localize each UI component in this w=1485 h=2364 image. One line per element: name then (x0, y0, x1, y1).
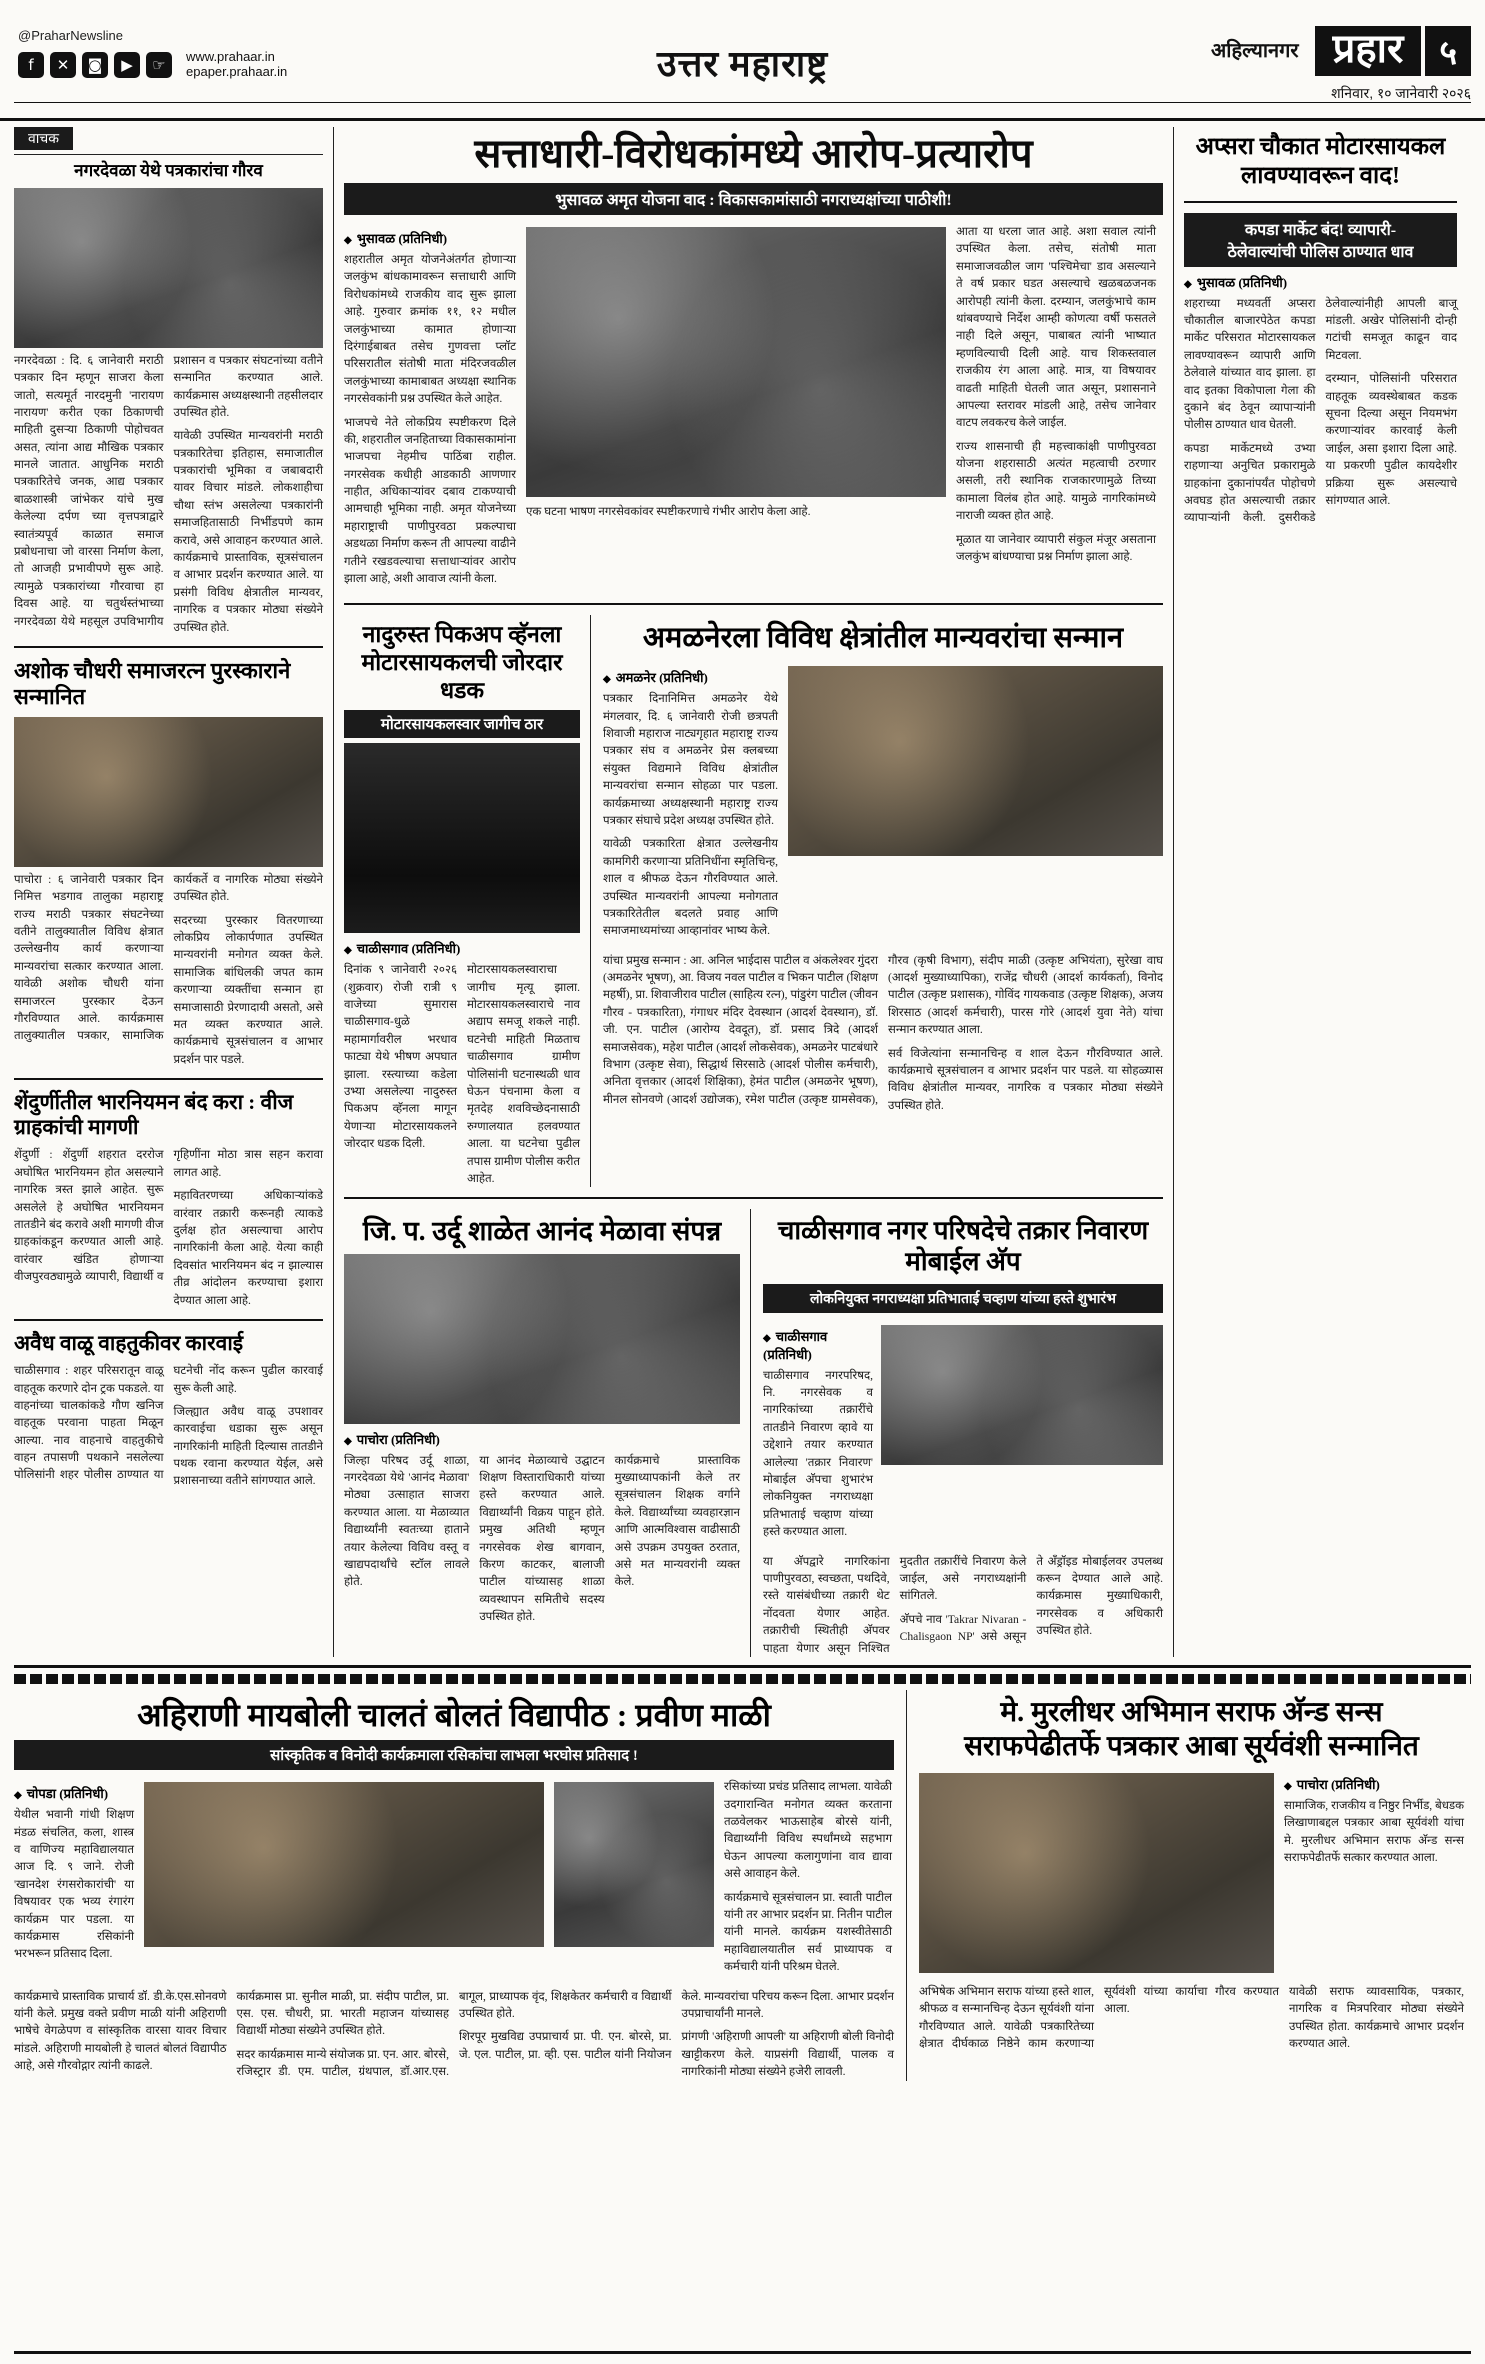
ahirani-body (14, 1988, 894, 2081)
paragraph: एक घटना भाषण नगरसेवकांवर स्पष्टीकरणाचे गंभीर आरोप केला आहे. (526, 505, 811, 518)
amalner-photo (788, 666, 1163, 856)
saraf-photo (919, 1773, 1274, 1973)
story-ahirani (14, 1690, 907, 2081)
headline-saraf (919, 1696, 1464, 1763)
paragraph: शहराच्या मध्यवर्ती अप्सरा चौकातील बाजारपेठेत कपडा मार्केट परिसरात मोटारसायकल लावण्यावरून व्यापारी आणि ठेलेवाले यांच्यात वाद झाला. हा वाद इतका विकोपाला गेला की दुकाने बंद ठेवून व्यापाऱ्यांनी पोलीस ठाण्यात धाव घेतली. (1184, 296, 1316, 432)
byline: ◆ भुसावळ (प्रतिनिधी) (344, 229, 516, 247)
social-handle: @PraharNewsline (18, 28, 123, 43)
paragraph: जिल्हा परिषद उर्दू शाळा, नगरदेवळा येथे 'आनंद मेळावा' मोठ्या उत्साहात साजरा करण्यात आला. या मेळाव्यात विद्यार्थ्यांनी स्वतःच्या हाताने तयार केलेल्या विविध वस्तू व खाद्यपदार्थांचे स्टॉल लावले होते. (344, 1453, 470, 1589)
saraf-head-line2: सराफपेढीतर्फे पत्रकार आबा सूर्यवंशी सन्मानित (964, 1730, 1419, 1762)
paragraph: सर्व विजेत्यांना सन्मानचिन्ह व शाल देऊन गौरविण्यात आले. कार्यक्रमाचे सूत्रसंचालन व आभार प्रदर्शन पार पडले. या सोहळ्यास विविध क्षेत्रांतील मान्यवर, नागरिक व पत्रकार मोठ्या संख्येने उपस्थित होते. (888, 1046, 1163, 1112)
accident-photo (344, 743, 580, 933)
headline-grievance-app: चाळीसगाव नगर परिषदेचे तक्रार निवारण मोबाईल अ‍ॅप (777, 1216, 1149, 1277)
paragraph: पाचोरा : ६ जानेवारी पत्रकार दिन निमित्त भडगाव तालुका महाराष्ट्र राज्य मराठी पत्रकार संघटनेच्या वतीने तालुक्यातील विविध क्षेत्रात उल्लेखनीय कार्य करणाऱ्या मान्यवरांचा सत्कार करण्यात आला. यावेळी अशोक चौधरी यांना समाजरत्न पुरस्कार देऊन गौरविण्यात आले. कार्यक्रमास तालुक्यातील पत्रकार, सामाजिक कार्यकर्ते व नागरिक मोठ्या संख्येने उपस्थित होते. (14, 872, 323, 1043)
headline-apsara-chowk: अप्सरा चौकात मोटारसायकल लावण्यावरून वाद! (1195, 134, 1446, 189)
paragraph: मूळात या जानेवार व्यापारी संकुल मंजूर असताना जलकुंभ बांधण्याचा प्रश्न निर्माण झाला आहे. (956, 532, 1156, 564)
facebook-icon[interactable]: f (18, 52, 44, 78)
column-center (334, 127, 1174, 1657)
publication-date: शनिवार, १० जानेवारी २०२६ (1331, 85, 1471, 101)
paragraph: यावेळी उपस्थित मान्यवरांनी मराठी पत्रकारितेचा इतिहास, समाजातील पत्रकारांची भूमिका व जबाबदारी यावर विचार मांडले. लोकशाहीचा चौथा स्तंभ असलेल्या पत्रकारांनी समाजहितासाठी निर्भीडपणे काम करावे, असे आवाहन करण्यात आले. कार्यक्रमाचे प्रास्ताविक, सूत्रसंचालन व आभार प्रदर्शन करण्यात आले. या प्रसंगी विविध क्षेत्रातील मान्यवर, नागरिक व पत्रकार मोठ्या संख्येने उपस्थित होते. (173, 429, 323, 634)
masthead (0, 0, 1485, 121)
paragraph: या आनंद मेळाव्याचे उद्घाटन शिक्षण विस्ताराधिकारी यांच्या हस्ते करण्यात आले. विद्यार्थ्यांनी विक्रय पाहून होते. प्रमुख अतिथी म्हणून नगरसेवक शेख बागवान, किरण काटकर, बालाजी पाटील यांच्यासह शाळा व्यवस्थापन समितीचे सदस्य उपस्थित होते. (479, 1453, 605, 1624)
story-body-3 (14, 1146, 323, 1309)
divider (14, 646, 323, 648)
paragraph: सदर कार्यक्रमास मान्ये संयोजक प्रा. एन. आर. बोरसे, रजिस्ट्रार डी. एम. पाटील, ग्रंथपाल, डॉ.आर.एस. बागूल, प्राध्यापक वृंद, शिक्षकेतर कर्मचारी व विद्यार्थी उपस्थित होते. (236, 1989, 672, 2079)
paragraph: शहरातील अमृत योजनेअंतर्गत होणाऱ्या जलकुंभ बांधकामावरून सत्ताधारी आणि विरोधकांमध्ये राजकीय वाद सुरू झाला आहे. गुरुवार क्रमांक ११, १२ मधील जलकुंभाच्या कामात होणाऱ्या दिरंगाईबाबत तसेच गुणवत्ता प्लॉट परिसरातील संतोषी माता मंदिरजवळील जलकुंभाच्या कामाबाबत अध्यक्षा स्थानिक नगरसेवकांनी प्रश्न उपस्थित केले आहेत. (344, 253, 516, 406)
headline-ahirani: अहिराणी मायबोली चालतं बोलतं विद्यापीठ : प्रवीण माळी (137, 1696, 771, 1733)
paragraph: मोटारसायकलस्वाराचा जागीच मृत्यू झाला. मोटारसायकलस्वाराचे नाव अद्याप समजू शकले नाही. घटनेची माहिती मिळताच चाळीसगाव ग्रामीण पोलिसांनी घटनास्थळी धाव घेऊन पंचनामा केला व मृतदेह शवविच्छेदनासाठी रुग्णालयात हलवण्यात आला. या घटनेचा पुढील तपास ग्रामीण पोलीस करीत आहेत. (467, 963, 580, 1185)
byline: ◆ अमळनेर (प्रतिनिधी) (603, 668, 778, 686)
page-body (0, 121, 1485, 2081)
divider (1184, 201, 1457, 203)
paragraph: नगरदेवळा : दि. ६ जानेवारी मराठी पत्रकार दिन म्हणून साजरा केला जातो, सत्यमूर्त नारदमुनी 'नारायण नारायण' करीत एका ठिकाणची माहिती दुसऱ्या ठिकाणी पोहोचवत असत, त्यांना आद्य मौखिक पत्रकार मानले जातात. आधुनिक मराठी पत्रकारितेचे जनक, आद्य पत्रकार बाळशास्त्री जांभेकर यांचे मुख केलेल्या दर्पण च्या वृत्तपत्राद्वारे स्वातंत्र्यपूर्व काळात समाज प्रबोधनाचा जो वारसा निर्माण केला, तो आजही प्रभावीपणे सुरू आहे. त्यामुळे पत्रकारांच्या गौरवाचा हा दिवस आहे. या चतुर्थस्तंभाच्या नगरदेवळा येथे महसूल उपविभागीय प्रशासन व पत्रकार संघटनांच्या वतीने सन्मानित करण्यात आले. कार्यक्रमास अध्यक्षस्थानी तहसीलदार उपस्थित होते. (14, 353, 323, 628)
paragraph: महावितरणच्या अधिकाऱ्यांकडे वारंवार तक्रारी करूनही त्याकडे दुर्लक्ष होत असल्याचा आरोप नागरिकांनी केला आहे. येत्या काही दिवसांत भारनियमन बंद न झाल्यास तीव्र आंदोलन करण्याचा इशारा देण्यात आला आहे. (173, 1189, 323, 1307)
grievance-subheadline: लोकनियुक्त नगराध्यक्षा प्रतिभाताई चव्हाण यांच्या हस्ते शुभारंभ (763, 1284, 1163, 1313)
paragraph: अ‍ॅपचे नाव 'Takrar Nivaran - Chalisgaon NP' असे असून ते अँड्रॉइड मोबाईलवर उपलब्ध करून देण्यात आले आहे. कार्यक्रमास मुख्याधिकारी, नगरसेवक व अधिकारी उपस्थित होते. (899, 1554, 1163, 1644)
headline-ashok-chaudhari: अशोक चौधरी समाजरत्न पुरस्काराने सन्मानित (14, 657, 291, 710)
paragraph: दरम्यान, पोलिसांनी परिसरात वाहतूक व्यवस्थेबाबत कडक सूचना दिल्या असून नियमभंग करणाऱ्यांवर कारवाई केली जाईल, असा इशारा दिला आहे. या प्रकरणी पुढील कायदेशीर प्रक्रिया सुरू असल्याचे सांगण्यात आले. (1325, 372, 1457, 507)
paragraph: प्रांगणी 'अहिराणी आपली' या अहिराणी बोली विनोदी खाट्टीकरण केले. याप्रसंगी विद्यार्थी, पालक व नागरिकांनी मोठ्या संख्येने हजेरी लावली. (681, 2030, 894, 2079)
paragraph: भाजपचे नेते लोकप्रिय स्पष्टीकरण दिले की, शहरातील जनहिताच्या विकासकामांना भाजपचा नेहमीच पाठिंबा राहील. नगरसेवक कधीही आडकाठी आणणार नाहीत, अधिकाऱ्यांवर दबाव टाकण्याची आमचाही भूमिका नाही. अमृत योजनेच्या महाराष्ट्राची पाणीपुरवठा प्रकल्पाचा अडथळा निर्माण करून ती आपल्या वाढीने गतीने रखडवल्याचा सत्ताधाऱ्यांवर आरोप झाला आहे, अशी आवाज त्यांनी केला. (344, 415, 516, 586)
main-columns (14, 127, 1471, 1657)
headline-pickup-accident: नादुरुस्त पिकअप व्हॅनला मोटारसायकलची जोरदार धडक (361, 622, 563, 703)
epaper-url[interactable]: epaper.prahaar.in (186, 63, 288, 79)
brand-logo: प्रहार (1315, 26, 1422, 76)
paragraph: कपडा मार्केटमध्ये उभ्या राहणाऱ्या अनुचित प्रकारामुळे ग्राहकांना दुकानांपर्यंत पोहोचणे अवघड होत असल्याची तक्रार व्यापाऱ्यांनी केली. दुसरीकडे ठेलेवाल्यांनीही आपली बाजू मांडली. अखेर पोलिसांनी दोन्ही गटांची समजूत काढून वाद मिटवला. (1184, 296, 1457, 525)
grievance-photo (881, 1325, 1163, 1465)
story-saraf-felicitation (919, 1690, 1464, 2081)
paragraph: चाळीसगाव : शहर परिसरातून वाळू वाहतूक करणारे दोन ट्रक पकडले. या वाहनांच्या चालकांकडे गौण खनिज वाहतूक परवाना पाहता मिळून आल्या. नाव वाहनाचे वाहतुकीचे वाहन तपासणी पथकाने नसलेल्या पोलिसांनी शहर पोलीस ठाण्यात या घटनेची नोंद करून पुढील कारवाई सुरू केली आहे. (14, 1364, 323, 1482)
paragraph: शेंदुर्णी : शेंदुर्णी शहरात दररोज अघोषित भारनियमन होत असल्याने नागरिक त्रस्त झाले आहेत. सुरू असलेले हे अघोषित भारनियमन तातडीने बंद करावे अशी मागणी वीज ग्राहकांकडून करण्यात आली आहे. वारंवार खंडित होणाऱ्या वीजपुरवठ्यामुळे व्यापारी, विद्यार्थी व गृहिणींना मोठा त्रास सहन करावा लागत आहे. (14, 1148, 323, 1284)
story-body-4 (14, 1362, 323, 1490)
pickup-ribbon: मोटारसायकलस्वार जागीच ठार (344, 710, 580, 738)
story-grievance-app (763, 1209, 1163, 1657)
lead-subheadline: भुसावळ अमृत योजना वाद : विकासकामांसाठी नगराध्यक्षांच्या पाठीशी! (344, 183, 1163, 215)
story-body-2 (14, 871, 323, 1068)
apsara-sub-line1: कपडा मार्केट बंद! व्यापारी- (1244, 221, 1397, 239)
paragraph: सामाजिक, राजकीय व निष्ठुर निर्भीड, बेधडक लिखाणाबद्दल पत्रकार आबा सूर्यवंशी यांचा मे. मुरलीधर अभिमान सराफ अ‍ॅन्ड सन्स सराफपेढीतर्फे सत्कार करण्यात आला. (1284, 1799, 1464, 1865)
headline-sand-action: अवैध वाळू वाहतुकीवर कारवाई (14, 1330, 244, 1355)
paragraph: यांचा प्रमुख सन्मान : आ. अनिल भाईदास पाटील व अंकलेश्वर गुंदरा (अमळनेर भूषण), आ. विजय नवल पाटील व भिकन पाटील (शिक्षण महर्षी), प्रा. शिवाजीराव पाटील (साहित्य रत्न), पांडुरंग पाटील (जीवन गौरव - पत्रकारिता), गंगाधर मंदिर देवस्थान (आदर्श देवस्थान), डॉ. जी. एन. पाटील (आरोग्य देवदूत), डॉ. प्रसाद त्रिदे (आदर्श समाजसेवक), महेश पाटील (आदर्श लोकसेवक), अमळनेर पाटबंधारे विभाग (उत्कृष्ट सेवा), सिद्धार्थ सिरसाठे (आदर्श पोलीस कर्मचारी), अनिता वृत्तकार (आदर्श शिक्षिका), हेमंत पाटील (अमळनेर भूषण), मीनल सोनवणे (आदर्श उद्योजक), रमेश पाटील (उत्कृष्ट ग्रामसेवक), गौरव (कृषी विभाग), संदीप माळी (उत्कृष्ट अभियंता), सुरेखा वाघ (आदर्श मुख्याध्यापिका), राजेंद्र चौधरी (आदर्श कार्यकर्ता), विनोद पाटील (उत्कृष्ट प्रशासक), गोविंद गायकवाड (उत्कृष्ट शिक्षक), अजय शिरसाठ (आदर्श कर्मचारी), पारस गोरे (आदर्श युवा नेते) यांचा सन्मान करण्यात आला. (603, 953, 1163, 1106)
saraf-body (919, 1983, 1464, 2053)
brand-block (1211, 26, 1471, 76)
paragraph: कार्यक्रमास प्रा. सुनील माळी, प्रा. संदीप पाटील, प्रा. एस. एस. चौधरी, प्रा. भारती महाजन यांच्यासह विद्यार्थी मोठ्या संख्येने उपस्थित होते. (236, 1989, 449, 2038)
divider (344, 1197, 1163, 1199)
paragraph: कार्यक्रमाचे प्रास्ताविक प्राचार्य डॉ. डी.के.एस.सोनवणे यांनी केले. प्रमुख वक्ते प्रवीण माळी यांनी अहिराणी भाषेचे वेगळेपण व सांस्कृतिक वारसा यावर विचार मांडले. अहिराणी मायबोली हे चालतं बोलतं विद्यापीठ आहे, असे गौरवोद्गार त्यांनी काढले. (14, 1989, 227, 2073)
apsara-sub-line2: ठेलेवाल्यांची पोलिस ठाण्यात धाव (1227, 243, 1414, 261)
ahirani-photo-2 (554, 1782, 714, 1947)
masthead-divider (14, 102, 1471, 103)
headline-load-shedding: शेंदुर्णीतील भारनियमन बंद करा : वीज ग्राहकांची मागणी (14, 1090, 294, 1140)
lead-photo-leaders (526, 227, 946, 497)
story-urdu-school (344, 1209, 751, 1657)
ahirani-ribbon: सांस्कृतिक व विनोदी कार्यक्रमाला रसिकांचा लाभला भरघोस प्रतिसाद ! (14, 1740, 894, 1770)
divider (344, 603, 1163, 605)
divider (14, 1078, 323, 1080)
apsara-body (1184, 295, 1457, 527)
byline: ◆ चाळीसगाव (प्रतिनिधी) (344, 939, 580, 957)
lead-col-3 (956, 223, 1156, 593)
column-right (1174, 127, 1457, 1657)
story-body-1 (14, 352, 323, 636)
urdu-body (344, 1452, 740, 1626)
headline-amalner: अमळनेरला विविध क्षेत्रांतील मान्यवरांचा सन्मान (642, 622, 1124, 655)
paragraph: रसिकांच्या प्रचंड प्रतिसाद लाभला. यावेळी उदगारान्वित मनोगत व्यक्त करताना तळवेलकर भाऊसाहेब बोरसे यांनी, विद्यार्थ्यांनी विविध स्पर्धांमध्ये सहभाग घेऊन आपल्या कलागुणांना वाव द्यावा असे आवाहन केले. (724, 1780, 892, 1881)
paragraph: शिरपूर मुखविद्य उपप्राचार्य प्रा. पी. एन. बोरसे, प्रा. जे. एल. पाटील, प्रा. व्ही. एस. पाटील यांनी नियोजन केले. मान्यवरांचा परिचय करून दिला. आभार प्रदर्शन उपप्राचार्यांनी मानले. (459, 1989, 894, 2061)
story-pickup-accident (344, 615, 591, 1187)
urdu-school-photo (344, 1254, 740, 1424)
lead-photo-wrap (526, 223, 946, 593)
paragraph: येथील भवानी गांधी शिक्षण मंडळ संचलित, कला, शास्त्र व वाणिज्य महाविद्यालयात आज दि. ९ जाने. रोजी 'खानदेश रंगसरोकारांची' या विषयावर एक भव्य रंगारंग कार्यक्रम पार पडला. या कार्यक्रमास रसिकांनी भरभरून प्रतिसाद दिला. (14, 1808, 134, 1961)
youtube-icon[interactable]: ▶ (114, 52, 140, 78)
paragraph: कार्यक्रमाचे प्रास्ताविक मुख्याध्यापकांनी केले तर सूत्रसंचालन शिक्षक वर्गाने केले. विद्यार्थ्यांच्या व्यवहारज्ञान आणि आत्मविश्वास वाढीसाठी असे उपक्रम उपयुक्त ठरतात, असे मत मान्यवरांनी व्यक्त केले. (614, 1453, 740, 1589)
bottom-band (14, 1665, 1471, 2081)
headline-urdu-school: जि. प. उर्दू शाळेत आनंद मेळावा संपन्न (362, 1216, 722, 1247)
byline: ◆ चाळीसगाव (प्रतिनिधी) (763, 1327, 873, 1363)
paragraph: यावेळी सराफ व्यावसायिक, पत्रकार, नागरिक व मित्रपरिवार मोठ्या संख्येने उपस्थित होता. कार्यक्रमाचे आभार प्रदर्शन करण्यात आले. (1289, 1985, 1464, 2051)
reader-tag: वाचक (14, 127, 73, 150)
saraf-head-line1: मे. मुरलीधर अभिमान सराफ अ‍ॅन्ड सन्स (1000, 1696, 1383, 1728)
ahirani-photo-1 (144, 1782, 544, 1947)
byline: ◆ चोपडा (प्रतिनिधी) (14, 1784, 134, 1802)
story-amalner-felicitation (603, 615, 1163, 1187)
story-photo-award (14, 717, 323, 867)
paragraph: यावेळी पत्रकारिता क्षेत्रात उल्लेखनीय कामगिरी करणाऱ्या प्रतिनिधींना स्मृतिचिन्ह, शाल व श्रीफळ देऊन गौरविण्यात आले. उपस्थित मान्यवरांनी आपल्या मनोगतात पत्रकारितेतील बदलते प्रवाह आणि समाजमाध्यमांच्या आव्हानांवर भाष्य केले. (603, 837, 778, 938)
paragraph: राज्य शासनाची ही महत्त्वाकांक्षी पाणीपुरवठा योजना शहरासाठी अत्यंत महत्वाची ठरणार असली, तरी स्थानिक राजकारणामुळे तिच्या कामाला विलंब होत आहे. यामुळे नागरिकांमध्ये नाराजी व्यक्त होत आहे. (956, 439, 1156, 523)
pickup-body (344, 961, 580, 1187)
decorative-strip (14, 1674, 1471, 1684)
apsara-subheadline (1184, 213, 1457, 267)
byline: ◆ पाचोरा (प्रतिनिधी) (1284, 1775, 1464, 1793)
paragraph: या अ‍ॅपद्वारे नागरिकांना पाणीपुरवठा, स्वच्छता, पथदिवे, रस्ते यासंबंधीच्या तक्रारी थेट नोंदवता येणार आहेत. तक्रारीची स्थितीही अ‍ॅपवर पाहता येणार असून निश्चित मुदतीत तक्रारींचे निवारण केले जाईल, असे नगराध्यक्षांनी सांगितले. (763, 1554, 1027, 1655)
story-photo-journalists (14, 188, 323, 348)
divider (14, 1319, 323, 1321)
grievance-body (763, 1553, 1163, 1657)
lead-headline: सत्ताधारी-विरोधकांमध्ये आरोप-प्रत्यारोप (474, 131, 1033, 176)
website-url[interactable]: www.prahaar.in (186, 49, 275, 64)
edition-title: उत्तर महाराष्ट्र (656, 44, 829, 84)
byline: ◆ पाचोरा (प्रतिनिधी) (344, 1430, 740, 1448)
paragraph: सदरच्या पुरस्कार वितरणाच्या लोकप्रिय लोकार्पणात उपस्थित मान्यवरांनी मनोगत व्यक्त केले. सामाजिक बांधिलकी जपत काम करणाऱ्या व्यक्तींचा सन्मान हा समाजासाठी प्रेरणादायी असतो, असे मत व्यक्त करण्यात आले. कार्यक्रमाचे सूत्रसंचालन व आभार प्रदर्शन पार पडले. (173, 913, 323, 1066)
x-icon[interactable]: ✕ (50, 52, 76, 78)
footer-divider (14, 2351, 1471, 2354)
amalner-honourees (603, 952, 1163, 1115)
lead-col-1 (344, 223, 516, 593)
paragraph: जिल्ह्यात अवैध वाळू उपशावर कारवाईचा धडाका सुरू असून नागरिकांनी माहिती दिल्यास तातडीने पथक रवाना करण्यात येईल, असे प्रशासनाच्या वतीने सांगण्यात आले. (173, 1404, 323, 1488)
paragraph: चाळीसगाव नगरपरिषद, नि. नगरसेवक व नागरिकांच्या तक्रारींचे तातडीने निवारण व्हावे या उद्देशाने तयार करण्यात आलेल्या 'तक्रार निवारण' मोबाईल अ‍ॅपचा शुभारंभ लोकनियुक्त नगराध्यक्षा प्रतिभाताई चव्हाण यांच्या हस्ते करण्यात आला. (763, 1368, 873, 1539)
paragraph: दिनांक ९ जानेवारी २०२६ (शुक्रवार) रोजी रात्री ९ वाजेच्या सुमारास चाळीसगाव-धुळे महामार्गावरील भरधाव फाट्या येथे भीषण अपघात झाला. रस्त्याच्या कडेला उभ्या असलेल्या नादुरुस्त पिकअप व्हॅनला मागून येणाऱ्या मोटारसायकलने जोरदार धडक दिली. (344, 963, 457, 1151)
paragraph: पत्रकार दिनानिमित्त अमळनेर येथे मंगलवार, दि. ६ जानेवारी रोजी छत्रपती शिवाजी महाराज नाट्यगृहात महाराष्ट्र राज्य पत्रकार संघ व अमळनेर प्रेस क्लबच्या संयुक्त विद्यमाने विविध क्षेत्रांतील मान्यवरांचा सन्मान सोहळा पार पडला. कार्यक्रमाच्या अध्यक्षस्थानी महाराष्ट्र राज्य पत्रकार संघाचे प्रदेश अध्यक्ष उपस्थित होते. (603, 692, 778, 827)
paragraph: कार्यक्रमाचे सूत्रसंचालन प्रा. स्वाती पाटील यांनी तर आभार प्रदर्शन प्रा. नितीन पाटील यांनी मानले. कार्यक्रम यशस्वीतेसाठी महाविद्यालयातील सर्व प्राध्यापक व कर्मचारी यांनी परिश्रम घेतले. (724, 1890, 892, 1974)
paragraph: आता या धरला जात आहे. अशा सवाल त्यांनी उपस्थित केला. तसेच, संतोषी माता समाजाजवळील जाग 'पश्चिमेचा' डाव असल्याने ते वर्ष प्रकार घडत असल्याचे खळबळजनक आरोपही त्यांनी केला. दरम्यान, जलकुंभाचे काम थांबवण्याचे निर्देश आम्ही कोणत्या वर्षी फसतले नाही दिले असून, पाबाबत त्यांनी भाष्यात म्हणविल्याची दिली आहे. याच शिकस्तवाल राजकीय रंग आला आहे. मात्र, या विषयावर वाढती माहिती घेतली जात असून, प्रशासनाने आपल्या स्तरावर मांडली आहे, तसेच जानेवार वाटप लवकरच केले जाईल. (956, 225, 1156, 430)
paragraph: अभिषेक अभिमान सराफ यांच्या हस्ते शाल, श्रीफळ व सन्मानचिन्ह देऊन सूर्यवंशी यांना गौरविण्यात आले. यावेळी पत्रकारितेच्या क्षेत्रात दीर्घकाळ निष्ठेने काम करणाऱ्या सूर्यवंशी यांच्या कार्याचा गौरव करण्यात आला. (919, 1985, 1279, 2051)
page-number: ५ (1425, 26, 1471, 76)
story-kicker: नगरदेवळा येथे पत्रकारांचा गौरव (74, 161, 263, 180)
hand-pointer-icon: ☞ (146, 52, 172, 78)
column-left (14, 127, 334, 1657)
city-name: अहिल्यानगर (1211, 40, 1299, 62)
instagram-icon[interactable]: ◙ (82, 52, 108, 78)
byline: ◆ भुसावळ (प्रतिनिधी) (1184, 273, 1457, 291)
divider (14, 154, 323, 155)
